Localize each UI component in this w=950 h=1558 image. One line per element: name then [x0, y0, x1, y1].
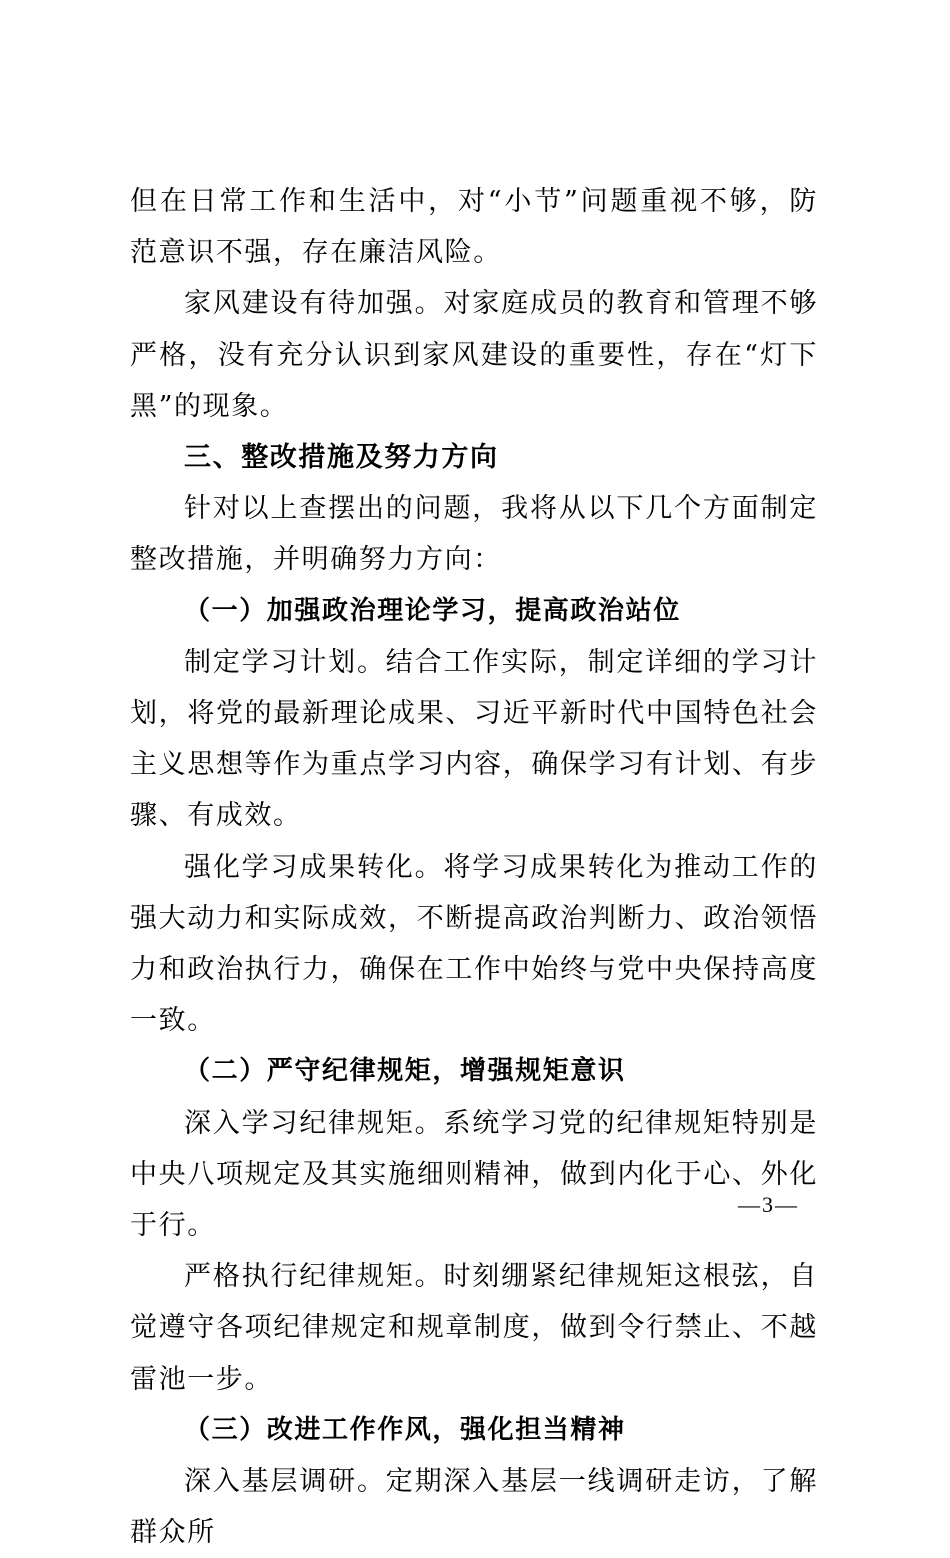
subheading-discipline: （二）严守纪律规矩，增强规矩意识	[184, 1056, 626, 1087]
paragraph-study-results: 强化学习成果转化。将学习成果转化为推动工作的强大动力和实际成效，不断提高政治判断力、政治领悟力和政治执行力，确保在工作中始终与党中央保持高度一致。	[130, 851, 818, 1037]
paragraph-study-discipline: 深入学习纪律规矩。系统学习党的纪律规矩特别是中央八项规定及其实施细则精神，做到内化于心、外化于行。	[130, 1107, 818, 1242]
subheading-political-theory: （一）加强政治理论学习，提高政治站位	[184, 595, 681, 626]
paragraph-enforce-discipline: 严格执行纪律规矩。时刻绷紧纪律规矩这根弦，自觉遵守各项纪律规定和规章制度，做到令行禁止、不越雷池一步。	[130, 1261, 818, 1395]
document-body	[130, 176, 818, 1558]
paragraph-grassroots-research: 深入基层调研。定期深入基层一线调研走访，了解群众所	[130, 1466, 818, 1549]
section-heading-rectification: 三、整改措施及努力方向	[184, 442, 499, 474]
page-number: —3—	[738, 1192, 799, 1217]
paragraph-integrity-risk: 但在日常工作和生活中，对“小节”问题重视不够，防范意识不强，存在廉洁风险。	[130, 186, 818, 269]
paragraph-family-style: 家风建设有待加强。对家庭成员的教育和管理不够严格，没有充分认识到家风建设的重要性，存在“灯下黑”的现象。	[130, 288, 818, 422]
subheading-work-style: （三）改进工作作风，强化担当精神	[184, 1414, 626, 1445]
paragraph-intro-measures: 针对以上查摆出的问题，我将从以下几个方面制定整改措施，并明确努力方向：	[130, 493, 818, 576]
paragraph-study-plan: 制定学习计划。结合工作实际，制定详细的学习计划，将党的最新理论成果、习近平新时代中国特色社会主义思想等作为重点学习内容，确保学习有计划、有步骤、有成效。	[130, 646, 818, 832]
